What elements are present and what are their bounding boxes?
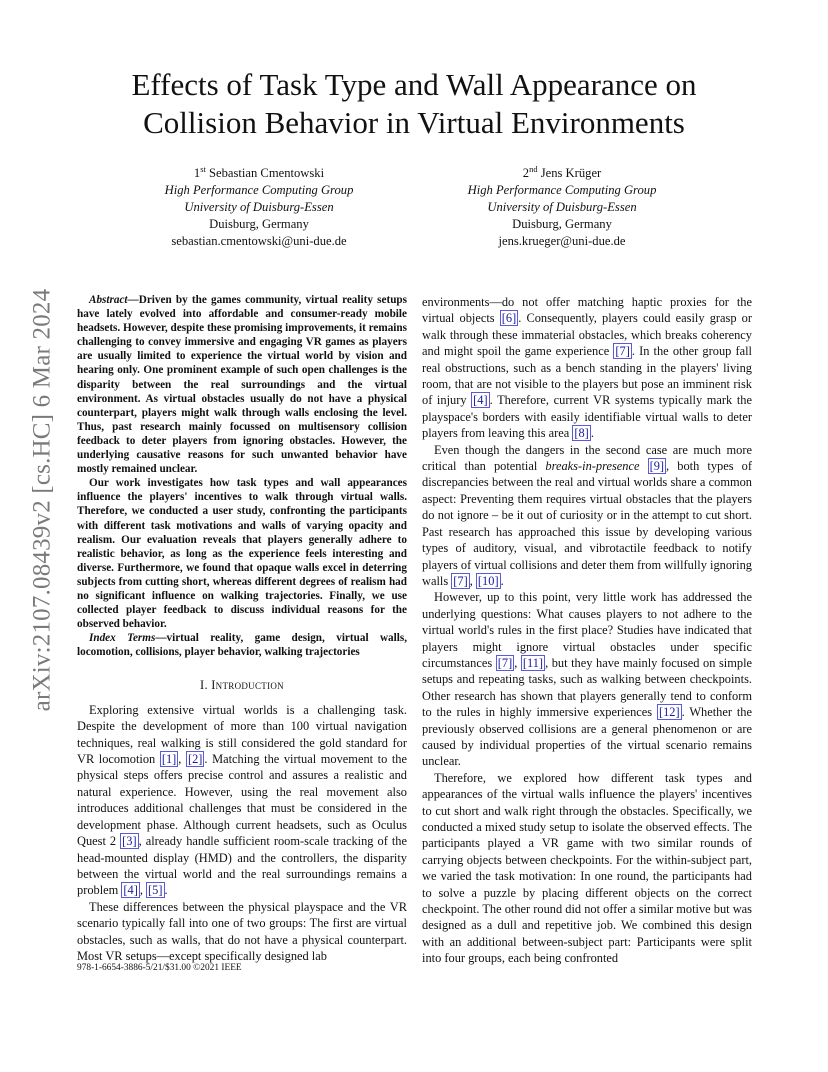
text-run xyxy=(639,459,647,473)
title-line-1: Effects of Task Type and Wall Appearance on xyxy=(131,67,697,102)
author-city: Duisburg, Germany xyxy=(512,217,612,232)
citation-link[interactable]: [2] xyxy=(187,752,203,767)
left-column xyxy=(77,293,407,964)
intro-paragraph-4 xyxy=(422,442,752,590)
intro-paragraph-5 xyxy=(422,589,752,769)
citation-link[interactable]: [4] xyxy=(473,393,488,408)
text-run: , both types of discrepancies between the real and virtual worlds share a common aspect: Preventing them requires virtual obstacles that the players do not ignore – be it out of curiosity or in the attempt to cut short. Past research has approached this issue by developing various types of auditory, visual, and vibrotactile feedback to notify players of virtual collisions and deter them from willfully ignoring walls xyxy=(422,459,753,588)
text-run: , xyxy=(514,655,521,670)
intro-paragraph-2: These differences between the physical playspace and the VR scenario typically fall into one of two groups: The first are virtual obstacles, such as walls, that do not have a physical counterpart. Most VR setups—except specifically designed lab xyxy=(77,899,407,963)
intro-paragraph-1 xyxy=(77,702,407,899)
author-name: Sebastian Cmentowski xyxy=(209,166,325,181)
text-run: . xyxy=(164,883,168,898)
citation-link[interactable]: [7] xyxy=(497,655,513,670)
text-run: However, up to this point, very little work has addressed the underlying questions: What causes players to not adhere to the virtual world's rules in the first place? Studies have indicated that players might ignore virtual obstacles under specific circumstances xyxy=(422,590,752,670)
intro-paragraph-6: Therefore, we explored how different task types and appearances of the virtual walls influence the players' incentives to cut short and walk right through the obstacles. Specifically, we conducted a mixed study setup to isolate the observed effects. The participants played a VR game with two similar rounds of carrying objects between checkpoints. For the within-subject part, we varied the task motivation: In one round, the participants had to solve a puzzle by placing different objects on the correct checkpoint. The other round did not offer a similar motive but was designed as a dull and repetitive job. We combined this design with an additional between-subject part: Participants were split into four groups, each being confronted xyxy=(422,770,752,966)
citation-link[interactable]: [9] xyxy=(649,459,665,474)
section-heading-introduction xyxy=(77,677,407,693)
text-run: . Matching the virtual movement to the physical steps offers precise control and assures a realistic and natural experience. However, using the real movement also introduces additional challenges that must be considered in the development phase. Although current headsets, such as Oculus Quest 2 xyxy=(77,752,408,849)
copyright-footer: 978-1-6654-3886-5/21/$31.00 ©2021 IEEE xyxy=(77,963,242,973)
citation-link[interactable]: [8] xyxy=(574,426,589,441)
author-group: High Performance Computing Group xyxy=(164,183,354,198)
text-run: . xyxy=(500,573,504,588)
author-name: Jens Krüger xyxy=(540,166,602,181)
author-block-1 xyxy=(109,161,409,250)
author-ordinal-suffix: st xyxy=(200,164,206,174)
author-city: Duisburg, Germany xyxy=(209,217,309,232)
text-run: , xyxy=(178,752,186,767)
text-run: , already handle sufficient room-scale tracking of the head-mounted display (HMD) and the controllers, the disparity between the virtual world and the real surroundings remains a problem xyxy=(77,834,407,898)
citation-link[interactable]: [7] xyxy=(615,344,630,359)
author-ordinal-suffix: nd xyxy=(529,164,538,174)
section-name: Introduction xyxy=(211,678,284,693)
citation-link[interactable]: [12] xyxy=(658,705,680,720)
index-terms-text: —virtual reality, game design, virtual walls, locomotion, collisions, player behavior, walking trajectories xyxy=(77,632,407,659)
abstract-paragraph-2: Our work investigates how task types and wall appearances influence the players' incentives to walk through virtual walls. Therefore, we conducted a user study, confronting the participants with different task motivations and walls of varying opacity and realism. Our evaluation reveals that players generally adhere to realistic behavior, as long as the experience feels interesting and diverse. Furthermore, we found that opaque walls excel in deterring subjects from cutting short, whereas different degrees of realism had no significant influence on walking trajectories. Finally, we use collected player feedback to discuss individual reasons for the observed behavior. xyxy=(77,477,407,631)
author-ordinal: 1 xyxy=(193,166,201,181)
citation-link[interactable]: [7] xyxy=(453,573,468,588)
author-ordinal: 2 xyxy=(522,166,530,181)
emphasis-term: breaks-in-presence xyxy=(545,459,640,474)
abstract-paragraph-1 xyxy=(77,293,407,476)
author-name-line xyxy=(412,161,712,182)
citation-link[interactable]: [3] xyxy=(122,834,137,849)
author-university: University of Duisburg-Essen xyxy=(487,200,637,215)
author-email: sebastian.cmentowski@uni-due.de xyxy=(171,234,347,249)
section-number: I. xyxy=(200,678,208,693)
title-line-2: Collision Behavior in Virtual Environments xyxy=(143,105,685,140)
text-run: . In the other group fall real obstructions, such as a bench standing in the players' living room, that are not visible to the players but pose an imminent risk of injury xyxy=(422,344,752,408)
text-run: environments—do not offer matching haptic proxies for the virtual objects xyxy=(422,295,752,326)
citation-link[interactable]: [5] xyxy=(148,883,163,898)
citation-link[interactable]: [1] xyxy=(161,752,177,767)
paper-title xyxy=(60,66,768,142)
text-run: , xyxy=(469,573,476,588)
author-email: jens.krueger@uni-due.de xyxy=(498,234,626,249)
text-run: . Therefore, current VR systems typically mark the playspace's borders with easily identifiable virtual walls to deter players from leaving this area xyxy=(422,393,752,441)
abstract-text-1: —Driven by the games community, virtual reality setups have lately evolved into affordable and consumer-ready mobile headsets. However, despite these promising improvements, it remains challenging to convey immersive and engaging VR games as players are usually limited to experience the virtual world by vision and hearing only. One prominent example of such open challenges is the disparity between the real surroundings and the virtual environment. As virtual obstacles usually do not have a physical counterpart, players might walk through walls enclosing the level. Thus, past research mainly focussed on multisensory collision feedback to deter players from ignoring obstacles. However, the underlying causative reasons for such unwanted behavior have mostly remained unclear. xyxy=(77,294,407,476)
text-run: . Whether the previously observed collisions are a general phenomenon or are caused by individual properties of the virtual scenario remains unclear. xyxy=(422,705,752,769)
text-run: . Consequently, players could easily grasp or walk through these immaterial obstacles, which breaks coherency and might spoil the game experience xyxy=(422,311,752,359)
right-column xyxy=(422,294,752,967)
citation-link[interactable]: [6] xyxy=(501,311,517,326)
citation-link[interactable]: [10] xyxy=(477,573,499,588)
author-university: University of Duisburg-Essen xyxy=(184,200,334,215)
index-terms xyxy=(77,631,407,659)
index-terms-lead: Index Terms xyxy=(89,632,156,645)
text-run: Exploring extensive virtual worlds is a challenging task. Despite the development of more than 100 virtual navigation techniques, real walking is still considered the gold standard for VR locomotion xyxy=(77,702,407,767)
text-run: Even though the dangers in the second case are much more critical than potential xyxy=(422,442,752,474)
arxiv-identifier-text: arXiv:2107.08439v2 [cs.HC] 6 Mar 2024 xyxy=(28,288,55,712)
text-run: , xyxy=(139,883,147,898)
author-group: High Performance Computing Group xyxy=(467,183,657,198)
text-run: . xyxy=(590,426,594,441)
arxiv-identifier-stamp xyxy=(22,290,62,710)
intro-paragraph-3 xyxy=(422,294,752,442)
author-name-line xyxy=(109,161,409,182)
citation-link[interactable]: [11] xyxy=(522,655,544,670)
citation-link[interactable]: [4] xyxy=(123,883,138,898)
text-run: , but they have mainly focused on simple setups and repeating tasks, such as walking between checkpoints. Other research has shown that players generally tend to conform to the rules in highly immersive experiences xyxy=(422,655,753,720)
abstract-lead: Abstract xyxy=(89,294,128,306)
author-block-2 xyxy=(412,161,712,250)
